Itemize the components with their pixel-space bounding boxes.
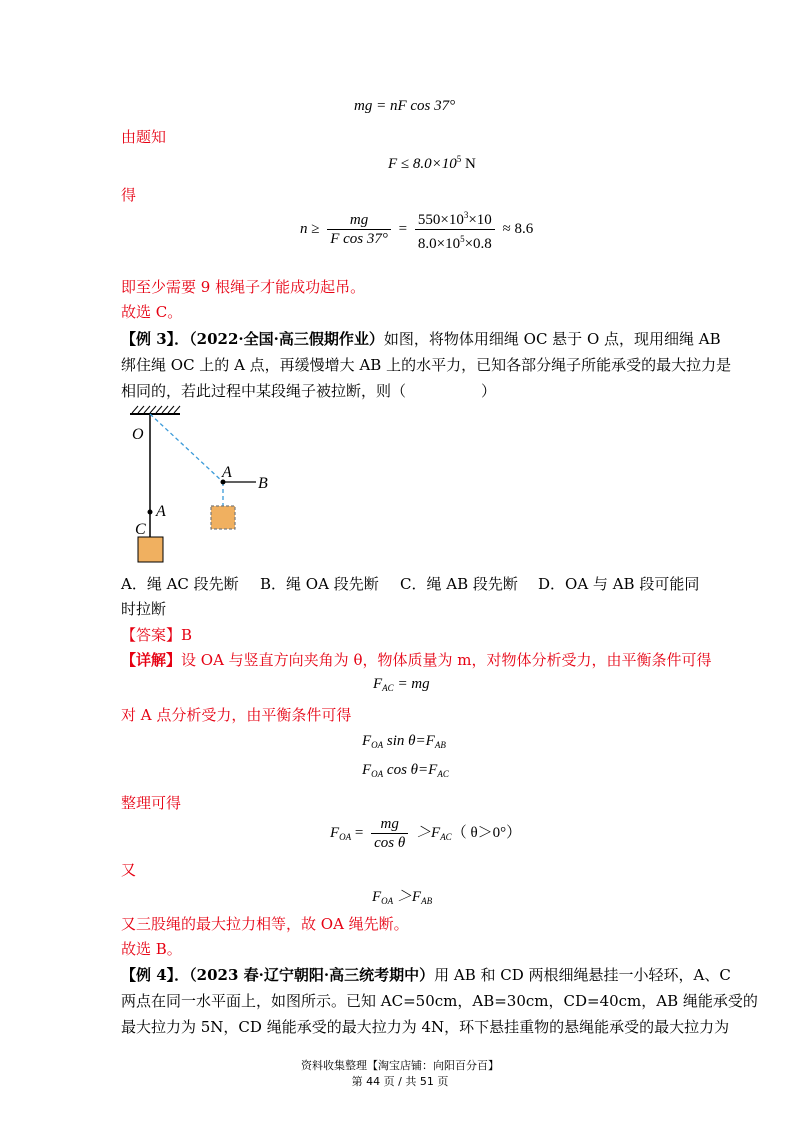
eq-n-result: ≈ 8.6 xyxy=(502,220,534,237)
example-3-source: （2022·全国·高三假期作业） xyxy=(189,330,384,348)
example-4-text1: 用 AB 和 CD 两根细绳悬挂一小轻环，A、C xyxy=(434,966,731,984)
option-c: C．绳 AB 段先断 xyxy=(400,575,518,593)
foa-sub2: AC xyxy=(440,831,452,842)
ceiling-hatch xyxy=(132,406,180,413)
foa-frac-den: cos θ xyxy=(374,835,406,851)
frac2-num xyxy=(415,206,495,230)
footer-source: 资料收集整理【淘宝店铺：向阳百分百】 xyxy=(301,1059,499,1072)
option-a: A．绳 AC 段先断 xyxy=(121,575,239,593)
line-guxuan-b: 故选 B。 xyxy=(121,940,182,958)
gt-sub: OA xyxy=(381,896,394,906)
line-guxuan-c: 故选 C。 xyxy=(121,303,183,321)
eq-n-lhs: n ≥ xyxy=(300,220,320,237)
example-4-source: （2023 春·辽宁朝阳·高三统考期中） xyxy=(189,966,435,984)
foa-frac-num: mg xyxy=(371,815,408,834)
f2-den-exp: 5 xyxy=(460,234,465,244)
foa-cond: （ θ＞0°） xyxy=(451,824,522,841)
label-o: O xyxy=(132,426,144,443)
point-a-vertical xyxy=(148,510,153,515)
equation-foa xyxy=(330,815,521,852)
line-dui-a: 对 A 点分析受力，由平衡条件可得 xyxy=(121,706,352,724)
cos-sub: OA xyxy=(371,769,384,779)
f2-num-exp: 3 xyxy=(463,210,469,220)
fac-rhs: = mg xyxy=(397,676,430,692)
rope-oa-displaced xyxy=(150,414,223,482)
weight-box-displaced xyxy=(211,506,235,529)
fac-sub: AC xyxy=(382,683,394,693)
line-de: 得 xyxy=(121,186,137,204)
line-zhishao: 即至少需要 9 根绳子才能成功起吊。 xyxy=(121,278,366,296)
option-b: B．绳 OA 段先断 xyxy=(260,575,379,593)
equation-n: n ≥ $\frac{mg}{\text{F cos 37°}}$ = $\frac{550\times 10^3\times 10}{8.0\times 10^5\times 0.8}$ ≈ 8.6 xyxy=(300,206,533,253)
line-sangu: 又三股绳的最大拉力相等，故 OA 绳先断。 xyxy=(121,915,409,933)
cos-f: F xyxy=(362,762,372,778)
sin-f: F xyxy=(362,733,372,749)
equation-fac-mg xyxy=(373,676,430,693)
option-d-cont: 时拉断 xyxy=(121,600,167,618)
example-3-line1 xyxy=(121,327,721,351)
equation-mg-nFcos37 xyxy=(354,98,455,115)
eq-f-limit-exp: 5 xyxy=(456,154,462,164)
line-youtizhi: 由题知 xyxy=(121,128,167,146)
equation-sin xyxy=(362,733,446,750)
f2-den-a: 8.0×10 xyxy=(417,236,461,252)
example-3-line3: 相同的，若此过程中某段绳子被拉断，则（ ） xyxy=(121,382,497,400)
rope-diagram xyxy=(118,404,288,566)
option-d: D．OA 与 AB 段可能同 xyxy=(538,575,700,593)
sin-sub: OA xyxy=(371,740,384,750)
fraction-mg-over-cos xyxy=(371,815,408,852)
cos-sub2: AC xyxy=(437,769,449,779)
sin-sub2: AB xyxy=(434,740,446,750)
line-you: 又 xyxy=(121,861,137,879)
foa-eq: = xyxy=(354,824,364,841)
foa-f: F xyxy=(330,824,340,841)
label-a-vertical: A xyxy=(156,503,166,520)
gt-f: F xyxy=(372,889,382,905)
detail-line xyxy=(121,648,711,672)
detail-text: 设 OA 与竖直方向夹角为 θ，物体质量为 m，对物体分析受力，由平衡条件可得 xyxy=(181,651,712,669)
example-4-line3: 最大拉力为 5N，CD 绳能承受的最大拉力为 4N，环下悬挂重物的悬绳能承受的最大拉力为 xyxy=(121,1018,730,1036)
equation-cos xyxy=(362,762,449,779)
cos-mid: cos θ=F xyxy=(386,762,438,778)
fraction-mg-over-fcos xyxy=(327,211,391,248)
example-4-line2: 两点在同一水平面上，如图所示。已知 AC=50cm，AB=30cm，CD=40cm，AB 绳能承受的 xyxy=(121,992,758,1010)
line-zhengli: 整理可得 xyxy=(121,794,182,812)
sin-mid: sin θ=F xyxy=(386,733,435,749)
answer-line: 【答案】B xyxy=(121,626,193,644)
gt-sub2: AB xyxy=(421,896,433,906)
eq-f-limit-body: F ≤ 8.0×10 xyxy=(388,156,457,172)
frac1-den: F cos 37° xyxy=(330,231,388,247)
eq-f-limit-unit: N xyxy=(465,156,476,172)
f2-num-a: 550×10 xyxy=(417,212,464,228)
footer-page-number: 第 44 页 / 共 51 页 xyxy=(351,1075,449,1088)
f2-num-b: ×10 xyxy=(468,212,492,228)
eq-lhs: mg xyxy=(354,98,373,114)
equation-foa-gt-fab xyxy=(372,885,432,906)
label-b: B xyxy=(258,475,268,492)
label-c: C xyxy=(135,521,146,538)
example-3-tag: 【例 3】． xyxy=(121,330,190,348)
example-3-text1: 如图，将物体用细绳 OC 悬于 O 点，现用细绳 AB xyxy=(383,330,721,348)
eq-rhs: = nF cos 37° xyxy=(376,98,456,114)
detail-tag: 【详解】 xyxy=(121,651,182,669)
gt-gt: ＞F xyxy=(396,889,422,905)
frac2-den xyxy=(415,230,495,253)
label-a-displaced: A xyxy=(222,464,232,481)
frac1-num: mg xyxy=(327,211,391,230)
example-4-line1 xyxy=(121,963,731,987)
fac-f: F xyxy=(373,676,383,692)
f2-den-b: ×0.8 xyxy=(464,236,492,252)
foa-sub: OA xyxy=(339,831,352,842)
equation-f-limit xyxy=(388,154,476,173)
example-4-tag: 【例 4】． xyxy=(121,966,190,984)
example-3-line2: 绑住绳 OC 上的 A 点，再缓慢增大 AB 上的水平力，已知各部分绳子所能承受的最大拉力是 xyxy=(121,356,732,374)
fraction-numeric xyxy=(415,206,495,253)
weight-box xyxy=(138,537,163,562)
foa-gt: ＞F xyxy=(416,824,441,841)
